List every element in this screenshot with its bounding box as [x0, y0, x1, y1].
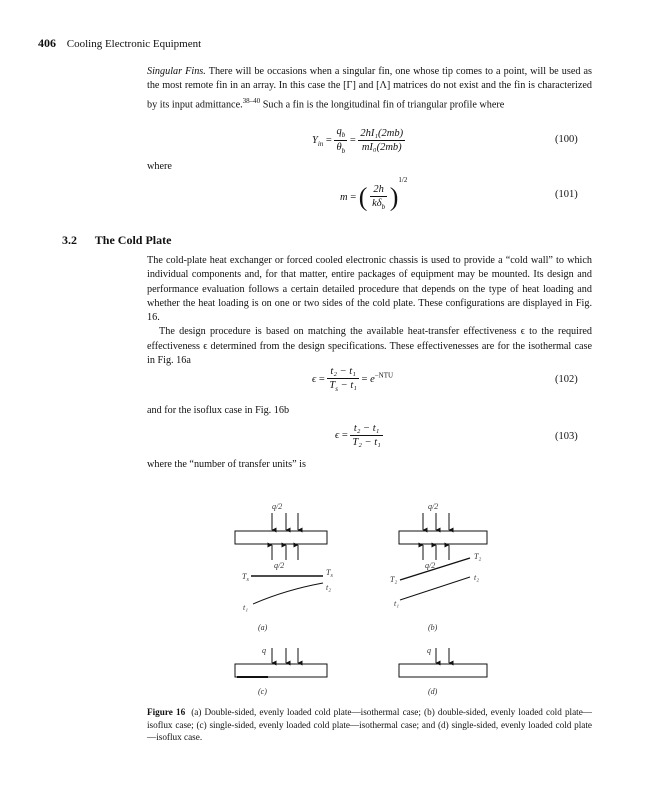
- where-label: where: [147, 161, 172, 172]
- panel-d-q-label: q: [427, 646, 431, 655]
- equation-101: m = ( $\frac{2h}{k\delta_b}$ )$^{1/2}$: [340, 176, 408, 212]
- panel-b-fluid-temperature-line: [400, 577, 470, 600]
- panel-a: [235, 513, 327, 604]
- cold-plate-paragraph-2: The design procedure is based on matching the available heat-transfer effectiveness ϵ to the required effectiveness ϵ determined from the design specifications. These effectivenesses are for the isothermal case in Fig. 16a: [147, 326, 592, 367]
- panel-a-bottom-label: q/2: [274, 561, 285, 570]
- panel-a-label: (a): [258, 623, 268, 632]
- panel-c-label: (c): [258, 687, 267, 696]
- singular-fins-text2: Such a fin is the longitudinal fin of triangular profile where: [262, 98, 505, 110]
- equation-100: $Y_{in}$ = $\frac{q_b}{\theta_b}$ = $\frac{\text{2hI₁(2mb)}}{\text{mI₀(2mb)}}$: [312, 126, 404, 156]
- panel-d-arrows: [436, 648, 449, 663]
- panel-b-label: (b): [428, 623, 438, 632]
- eq101-fraction: $\frac{2h}{k\delta_b}$: [372, 184, 386, 212]
- panel-b-t2-label: t₂: [474, 573, 480, 582]
- panel-d: [399, 648, 487, 677]
- panel-b-bottom-label: q/2: [425, 561, 436, 570]
- panel-a-t1-label: t₁: [243, 603, 249, 612]
- panel-b-t1-label: t₁: [394, 599, 400, 608]
- panel-b-T2-right-label: T₂: [474, 552, 482, 561]
- singular-fins-ref: 38–40: [242, 96, 261, 105]
- panel-d-label: (d): [428, 687, 438, 696]
- panel-c: [235, 648, 327, 677]
- panel-a-fluid-temperature-curve: [253, 583, 323, 604]
- panel-a-bottom-arrows: [272, 545, 298, 560]
- equation-103-number: (103): [555, 431, 578, 442]
- section-number: 3.2: [62, 233, 77, 247]
- panel-b-top-label: q/2: [428, 502, 439, 511]
- singular-fins-lead: Singular Fins.: [147, 66, 206, 77]
- figure-caption: [147, 706, 592, 744]
- eq100-fraction-1: $\frac{q_b}{\theta_b}$: [336, 126, 346, 156]
- isoflux-text: and for the isoflux case in Fig. 16b: [147, 405, 290, 416]
- panel-b-top-arrows: [423, 513, 449, 530]
- singular-fins-text: There will be occasions when a singular fin, one whose tip comes to a point, will be used as the most remote fin in an array. In this case the [Γ] and [Λ] matrices do not exist and the fin is characterized by its input admittance.: [147, 66, 592, 110]
- cold-plate-paragraph-1: The cold-plate heat exchanger or forced cooled electronic chassis is used to provide a “cold wall” to which individual components and, for that matter, entire packages of equipment may be mounted. Its design and performance evaluation follows a certain detailed procedure that depends on the type of heat loading and whether the heat loading is on one or two sides of the cold plate. These configurations are displayed in Fig. 16.: [147, 255, 592, 324]
- eq102-fraction: $\frac{\text{t₂ − t₁}}{T_s - t_1}$: [329, 366, 357, 394]
- figure-caption-text: (a) Double-sided, evenly loaded cold plate—isothermal case; (b) double-sided, evenly loaded cold plate—isoflux case; (c) single-sided, evenly loaded cold plate—isothermal case; and (d) single-sided, evenly loaded cold plate—isoflux case.: [147, 707, 592, 742]
- ntu-text: where the “number of transfer units” is: [147, 459, 306, 470]
- panel-a-Ts-left-label: $T_s$: [242, 572, 249, 583]
- running-title: Cooling Electronic Equipment: [66, 38, 202, 50]
- eq103-fraction: $\frac{\text{t₂ − t₁}}{\text{T₂ − t₁}}$: [352, 423, 381, 448]
- panel-c-arrows: [272, 648, 298, 663]
- eq100-fraction-2: $\frac{\text{2hI₁(2mb)}}{\text{mI₀(2mb)}}$: [360, 128, 404, 154]
- panel-b-bottom-arrows: [423, 545, 449, 560]
- equation-103: ϵ = $\frac{\text{t₂ − t₁}}{\text{T₂ − t₁}}$: [335, 423, 381, 448]
- section-title: The Cold Plate: [94, 233, 172, 247]
- page-number: 406: [38, 36, 56, 50]
- equation-102-number: (102): [555, 374, 578, 385]
- figure-caption-label: Figure 16: [147, 707, 186, 717]
- equation-100-number: (100): [555, 134, 578, 145]
- equation-102: ϵ = $\frac{\text{t₂ − t₁}}{T_s - t_1}$ = $e^{-NTU}$: [312, 366, 394, 394]
- panel-b-T2-left-label: T₂: [390, 575, 398, 584]
- panel-a-t2-label: t₂: [326, 583, 332, 592]
- panel-a-plate: [235, 531, 327, 544]
- panel-a-Ts-right-label: $T_s$: [326, 568, 333, 579]
- panel-a-top-label: q/2: [272, 502, 283, 511]
- panel-c-q-label: q: [262, 646, 266, 655]
- panel-c-plate: [235, 664, 327, 677]
- panel-a-top-arrows: [272, 513, 298, 530]
- equation-101-number: (101): [555, 189, 578, 200]
- panel-b-plate: [399, 531, 487, 544]
- panel-d-plate: [399, 664, 487, 677]
